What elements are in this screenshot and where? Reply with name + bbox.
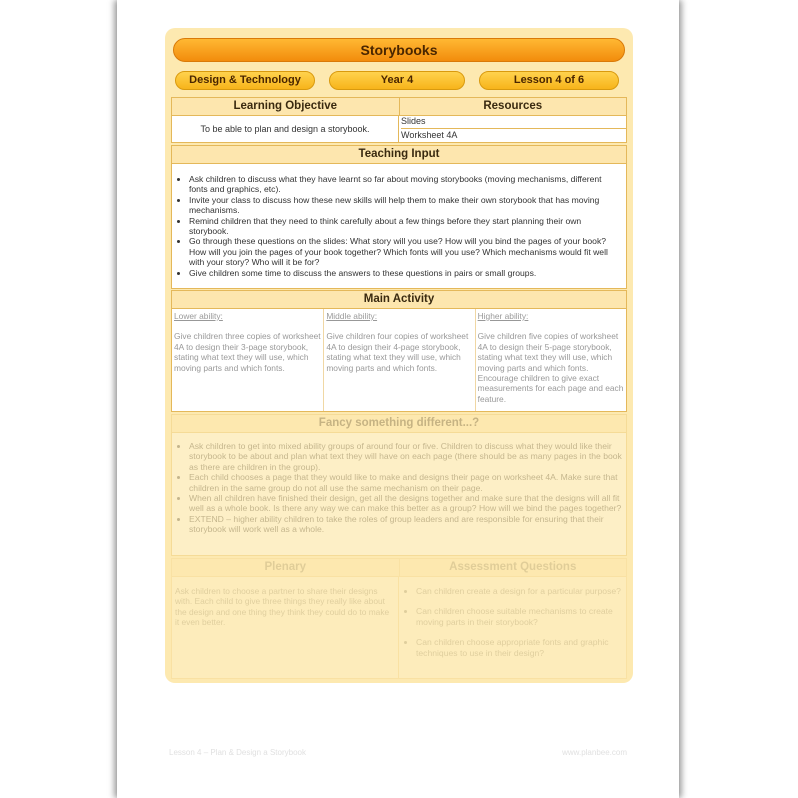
middle-ability-label: Middle ability: — [326, 311, 378, 321]
plenary-text: Ask children to choose a partner to share their designs with. Each child to give three things they really like about the design and one thing they think they could do to make it even better. — [172, 576, 399, 678]
list-item: • When all children have finished their design, get all the designs together and make sure that the designs will all fit well as a whole book. Is there any way we can make this better as a group? How will we bind the pages together? — [189, 493, 622, 514]
subject-badge: Design & Technology — [175, 71, 315, 90]
list-item: • Invite your class to discuss how these new skills will help them to make their own storybook that has moving mechanisms. — [189, 195, 622, 216]
teaching-input-header: Teaching Input — [172, 146, 626, 164]
page-title: Storybooks — [173, 38, 625, 62]
list-item: • Ask children to get into mixed ability groups of around four or five. Children to discuss what they would like their storybook to be about and plan what text they will have on each page (there should be as many pages in the book as there are children in the group). — [189, 441, 622, 472]
teaching-input-list — [172, 174, 626, 278]
list-item: • Remind children that they need to think carefully about a few things before they start planning their own storybook. — [189, 216, 622, 237]
resource-item: Worksheet 4A — [401, 130, 458, 140]
middle-ability-text: Give children four copies of worksheet 4A to design their 4-page storybook, stating what text they will use, which moving parts and which fonts. — [326, 331, 469, 373]
resources-header: Resources — [400, 98, 627, 116]
list-item: • Each child chooses a page that they would like to make and designs their page on worksheet 4A. Make sure that children in the same group do not all use the same mechanism on their page. — [189, 472, 622, 493]
objective-resources-table — [171, 97, 627, 143]
assessment-list — [399, 576, 626, 678]
assessment-header: Assessment Questions — [400, 559, 627, 577]
plenary-assessment-table — [171, 558, 627, 679]
lesson-plan — [165, 28, 633, 683]
footer-left: Lesson 4 – Plan & Design a Storybook — [169, 748, 306, 757]
higher-ability-label: Higher ability: — [477, 311, 529, 321]
list-item: • Give children some time to discuss the answers to these questions in pairs or small groups. — [189, 268, 622, 278]
plenary-header: Plenary — [172, 559, 400, 577]
objective-header: Learning Objective — [172, 98, 400, 116]
main-activity-section — [171, 290, 627, 412]
higher-ability-cell — [475, 309, 626, 412]
list-item: • Ask children to discuss what they have learnt so far about moving storybooks (moving mechanisms, different fonts and graphics, etc). — [189, 174, 622, 195]
fancy-something-different-section — [171, 414, 627, 556]
middle-ability-cell — [323, 309, 474, 412]
lesson-badge: Lesson 4 of 6 — [479, 71, 619, 90]
year-badge: Year 4 — [329, 71, 465, 90]
main-activity-header: Main Activity — [172, 291, 626, 309]
list-item: • Can children choose suitable mechanisms to create moving parts in their storybook? — [416, 606, 622, 627]
higher-ability-text: Give children five copies of worksheet 4A to design their 5-page storybook, stating what text they will use, which moving parts and which fonts. Encourage children to give exact measurements for each page and each feature. — [477, 331, 624, 404]
list-item: • EXTEND – higher ability children to take the roles of group leaders and are responsible for ensuring that their storybook will work well as a whole. — [189, 514, 622, 535]
lower-ability-label: Lower ability: — [174, 311, 223, 321]
teaching-input-section — [171, 145, 627, 289]
resource-item: Slides — [401, 115, 626, 129]
lower-ability-cell — [172, 309, 323, 412]
objective-text: To be able to plan and design a storybook. — [172, 115, 399, 142]
document-page — [117, 0, 679, 798]
list-item: • Can children choose appropriate fonts and graphic techniques to use in their design? — [416, 637, 622, 658]
list-item: • Can children create a design for a particular purpose? — [416, 586, 622, 596]
list-item: • Go through these questions on the slides: What story will you use? How will you bind the pages of your book? How will you join the pages of your book together? Which fonts will you use? Which mechanisms would fit well with your story? Who will it be for? — [189, 236, 622, 267]
lower-ability-text: Give children three copies of worksheet 4A to design their 3-page storybook, stating what text they will use, which moving parts and which fonts. — [174, 331, 321, 373]
fancy-list — [172, 441, 626, 535]
fancy-header: Fancy something different...? — [172, 415, 626, 433]
resources-list — [399, 115, 626, 142]
footer-right: www.planbee.com — [562, 748, 627, 757]
